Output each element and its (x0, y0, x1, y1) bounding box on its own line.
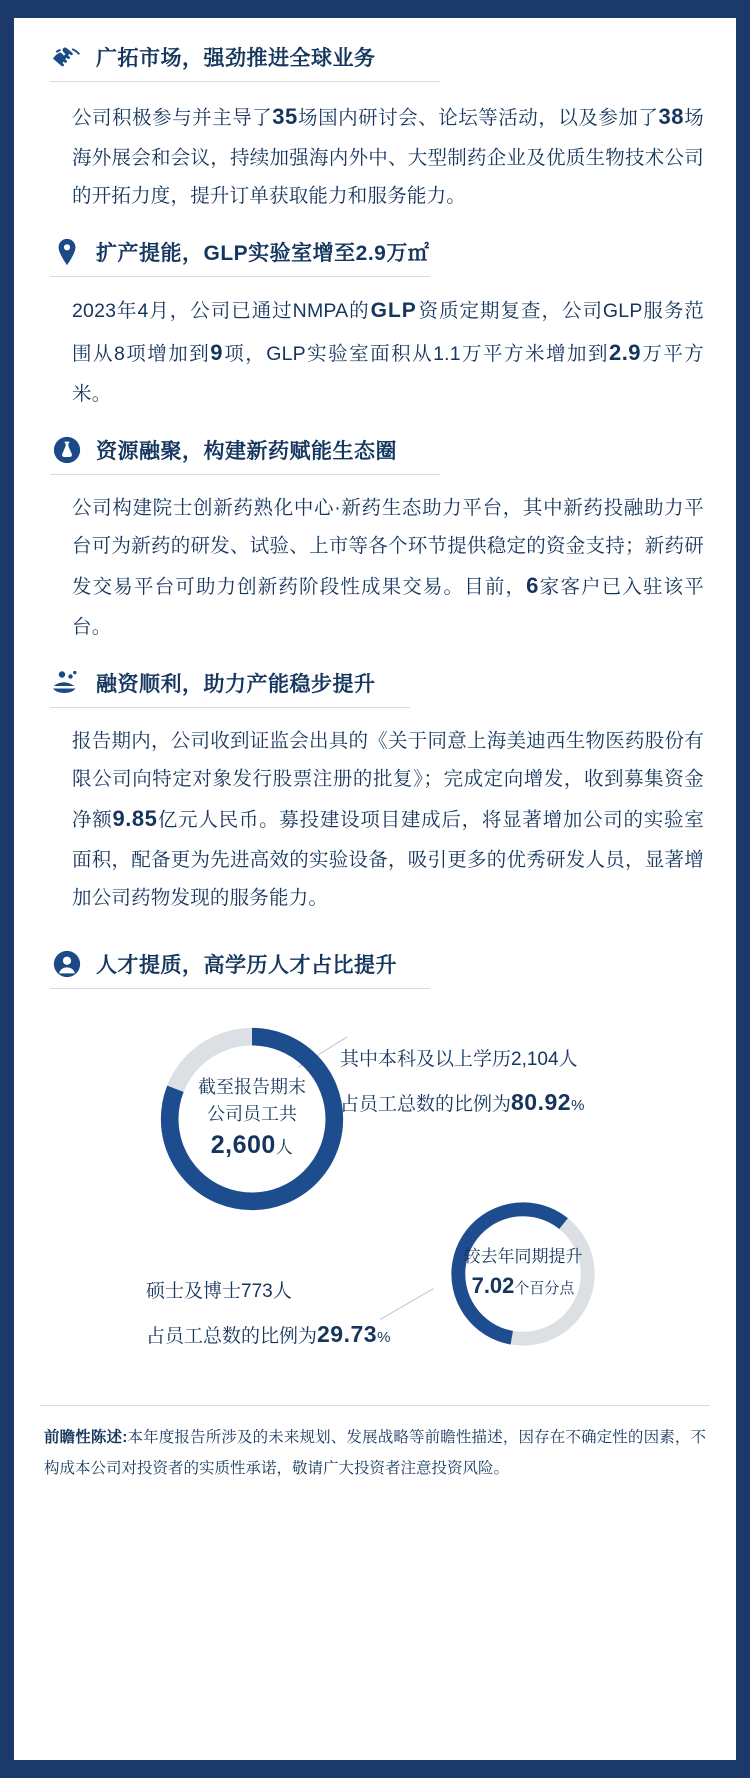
handshake-icon (50, 40, 84, 74)
section-title: 人才提质，高学历人才占比提升 (96, 953, 397, 977)
employees-unit: 人 (275, 1137, 294, 1157)
callout-masters-phd: 硕士及博士773人 占员工总数的比例为29.73% (146, 1280, 391, 1347)
masters-percent: 29.73 (317, 1320, 378, 1347)
section-innovation-ecosystem (40, 433, 710, 646)
callout-bachelor: 其中本科及以上学历2,104人 占员工总数的比例为80.92% (340, 1048, 585, 1115)
footnote-text: 本年度报告所涉及的未来规划、发展战略等前瞻性描述，因存在不确定性的因素，不构成本公司对投资者的实质性承诺，敬请广大投资者注意投资风险。 (44, 1428, 706, 1477)
section-paragraph: 2023年4月，公司已通过NMPA的GLP资质定期复查，公司GLP服务范围从8项增加到9项，GLP实验室面积从1.1万平方米增加到2.9万平方米。 (72, 298, 705, 405)
footnote-label: 前瞻性陈述: (44, 1428, 128, 1446)
donut-yoy-increase (446, 1197, 600, 1351)
section-financing (40, 666, 710, 917)
employees-value: 2,600 (210, 1130, 276, 1159)
donut-yoy-label: 较去年同期提升 7.02个百分点 (463, 1247, 583, 1299)
yoy-value: 7.02 (471, 1273, 515, 1299)
donut-employees-total (154, 1021, 350, 1217)
section-header (50, 40, 440, 82)
location-pin-icon (50, 235, 84, 269)
section-title: 融资顺利，助力产能稳步提升 (96, 672, 376, 696)
section-paragraph: 公司积极参与并主导了35场国内研讨会、论坛等活动，以及参加了38场海外展会和会议，持续加强海内外中、大型制药企业及优质生物技术公司的开拓力度，提升订单获取能力和服务能力。 (72, 104, 704, 207)
section-header (50, 433, 440, 475)
section-talent (40, 947, 710, 1383)
donut-employees-label: 截至报告期末 公司员工共 2,600人 (198, 1077, 306, 1159)
section-glp-lab (40, 235, 710, 413)
section-global-business (40, 40, 710, 215)
forward-looking-statement (40, 1405, 710, 1484)
hand-coins-icon (50, 666, 84, 700)
section-header (50, 235, 430, 277)
talent-chart-area (50, 1003, 710, 1383)
section-title: 资源融聚，构建新药赋能生态圈 (96, 439, 397, 463)
report-page (14, 18, 736, 1760)
section-title: 广拓市场，强劲推进全球业务 (96, 47, 376, 70)
bachelor-percent: 80.92 (511, 1088, 572, 1115)
person-icon (50, 947, 84, 981)
section-title: 扩产提能，GLP实验室增至2.9万㎡ (96, 241, 430, 265)
flask-icon (50, 433, 84, 467)
section-header (50, 947, 430, 989)
section-header (50, 666, 410, 708)
yoy-unit: 个百分点 (514, 1280, 575, 1298)
section-paragraph: 报告期内，公司收到证监会出具的《关于同意上海美迪西生物医药股份有限公司向特定对象发行股票注册的批复》；完成定向增发，收到募集资金净额9.85亿元人民币。募投建设项目建成后，将显著增加公司的实验室面积，配备更为先进高效的实验设备，吸引更多的优秀研发人员，显著增加公司药物发现的服务能力。 (72, 729, 704, 909)
section-paragraph: 公司构建院士创新药熟化中心·新药生态助力平台，其中新药投融助力平台可为新药的研发、试验、上市等各个环节提供稳定的资金支持；新药研发交易平台可助力创新药阶段性成果交易。目前，6家客户已入驻该平台。 (72, 496, 704, 638)
